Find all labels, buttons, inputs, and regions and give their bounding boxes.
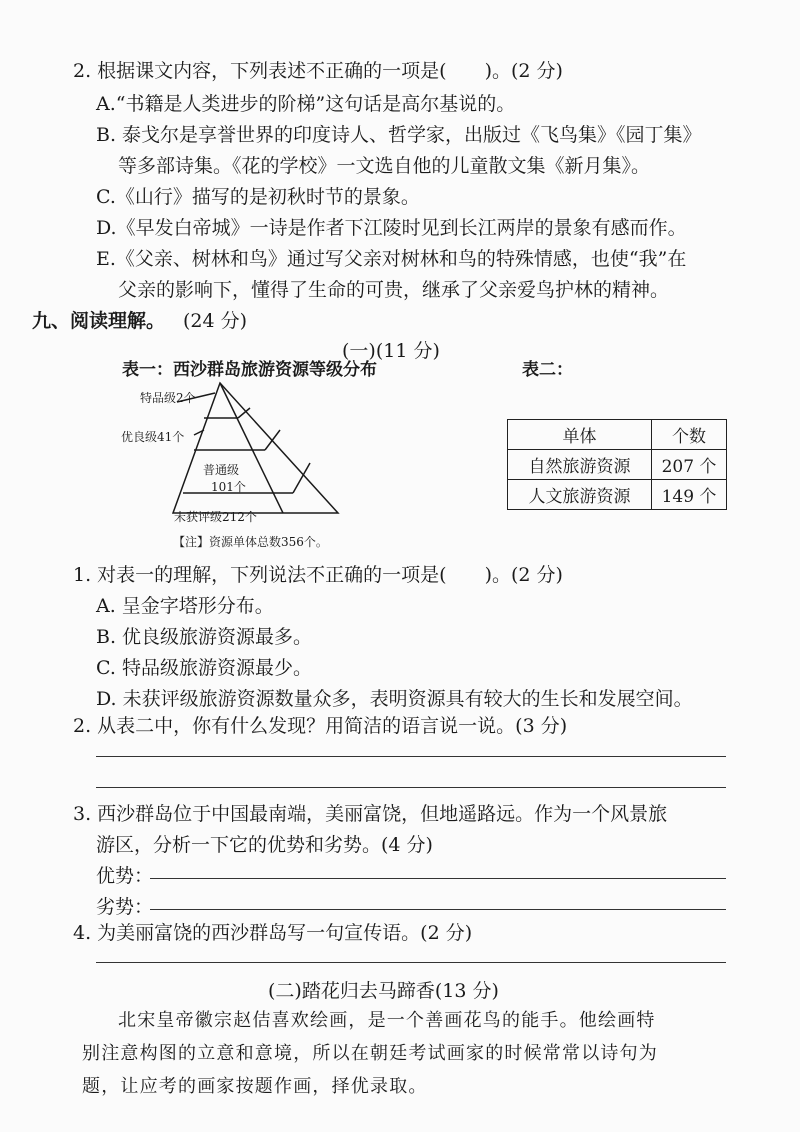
part1-title: (一)(11 分) [342, 340, 440, 362]
part2-paragraph-line-1: 北宋皇帝徽宗赵佶喜欢绘画，是一个善画花鸟的能手。他绘画特 [118, 1010, 656, 1031]
part2-paragraph-line-2: 别注意构图的立意和意境，所以在朝廷考试画家的时候常常以诗句为 [82, 1043, 658, 1064]
pyramid-label-good: 优良级41个 [121, 430, 185, 444]
q2-option-d: D.《早发白帝城》一诗是作者下江陵时见到长江两岸的景象有感而作。 [96, 217, 687, 239]
p1q4-stem: 4. 为美丽富饶的西沙群岛写一句宣传语。(2 分) [73, 922, 473, 944]
pyramid-label-special: 特品级2个 [140, 391, 196, 405]
answer-line[interactable] [96, 787, 726, 788]
table2-cell: 自然旅游资源 [508, 450, 652, 480]
pyramid-label-ordinary-count: 101个 [211, 480, 246, 494]
p1q1-stem: 1. 对表一的理解，下列说法不正确的一项是( )。(2 分) [73, 564, 563, 586]
answer-line[interactable] [96, 756, 726, 757]
part2-paragraph-line-3: 题，让应考的画家按题作画，择优录取。 [82, 1076, 428, 1097]
q2-option-e-cont: 父亲的影响下，懂得了生命的可贵，继承了父亲爱鸟护林的精神。 [118, 279, 670, 301]
p1q1-option-d: D. 未获评级旅游资源数量众多，表明资源具有较大的生长和发展空间。 [96, 688, 693, 710]
section-score: (24 分) [183, 310, 248, 332]
q2-option-e: E.《父亲、树林和鸟》通过写父亲对树林和鸟的特殊情感，也使“我”在 [96, 248, 687, 270]
table-row [508, 450, 727, 480]
p1q1-option-b: B. 优良级旅游资源最多。 [96, 626, 313, 648]
table1-caption: 表一：西沙群岛旅游资源等级分布 [122, 360, 377, 380]
q2-option-b-cont: 等多部诗集。《花的学校》一文选自他的儿童散文集《新月集》。 [118, 155, 651, 177]
table2-header-cell: 个数 [652, 420, 727, 450]
q2-option-c: C.《山行》描写的是初秋时节的景象。 [96, 186, 420, 208]
pyramid-label-unrated: 未获评级212个 [174, 510, 257, 524]
advantage-answer-line[interactable] [150, 878, 726, 879]
table2-cell: 149 个 [652, 480, 727, 510]
p1q3-stem-2: 游区，分析一下它的优势和劣势。(4 分) [96, 834, 433, 856]
part2-title: (二)踏花归去马蹄香(13 分) [268, 980, 499, 1002]
section-title: 九、阅读理解。 [32, 310, 166, 332]
p1q2-stem: 2. 从表二中，你有什么发现？用简洁的语言说一说。(3 分) [73, 715, 568, 737]
table2-header-cell: 单体 [508, 420, 652, 450]
table2-caption: 表二： [522, 360, 573, 380]
table2-cell: 人文旅游资源 [508, 480, 652, 510]
advantage-label: 优势： [96, 865, 154, 887]
q2-stem: 2. 根据课文内容，下列表述不正确的一项是( )。(2 分) [73, 60, 563, 82]
table2 [507, 419, 727, 510]
p1q3-stem-1: 3. 西沙群岛位于中国最南端，美丽富饶，但地遥路远。作为一个风景旅 [73, 803, 668, 825]
q2-option-a: A.“书籍是人类进步的阶梯”这句话是高尔基说的。 [96, 93, 516, 115]
disadvantage-answer-line[interactable] [150, 909, 726, 910]
pyramid-label-ordinary: 普通级 [203, 463, 240, 477]
table1-note: 【注】资源单体总数356个。 [173, 535, 328, 549]
table-row [508, 480, 727, 510]
table2-header-row [508, 420, 727, 450]
p1q1-option-c: C. 特品级旅游资源最少。 [96, 657, 312, 679]
answer-line[interactable] [96, 962, 726, 963]
disadvantage-label: 劣势： [96, 896, 154, 918]
q2-option-b: B. 泰戈尔是享誉世界的印度诗人、哲学家，出版过《飞鸟集》《园丁集》 [96, 124, 702, 146]
p1q1-option-a: A. 呈金字塔形分布。 [96, 595, 274, 617]
table2-cell: 207 个 [652, 450, 727, 480]
